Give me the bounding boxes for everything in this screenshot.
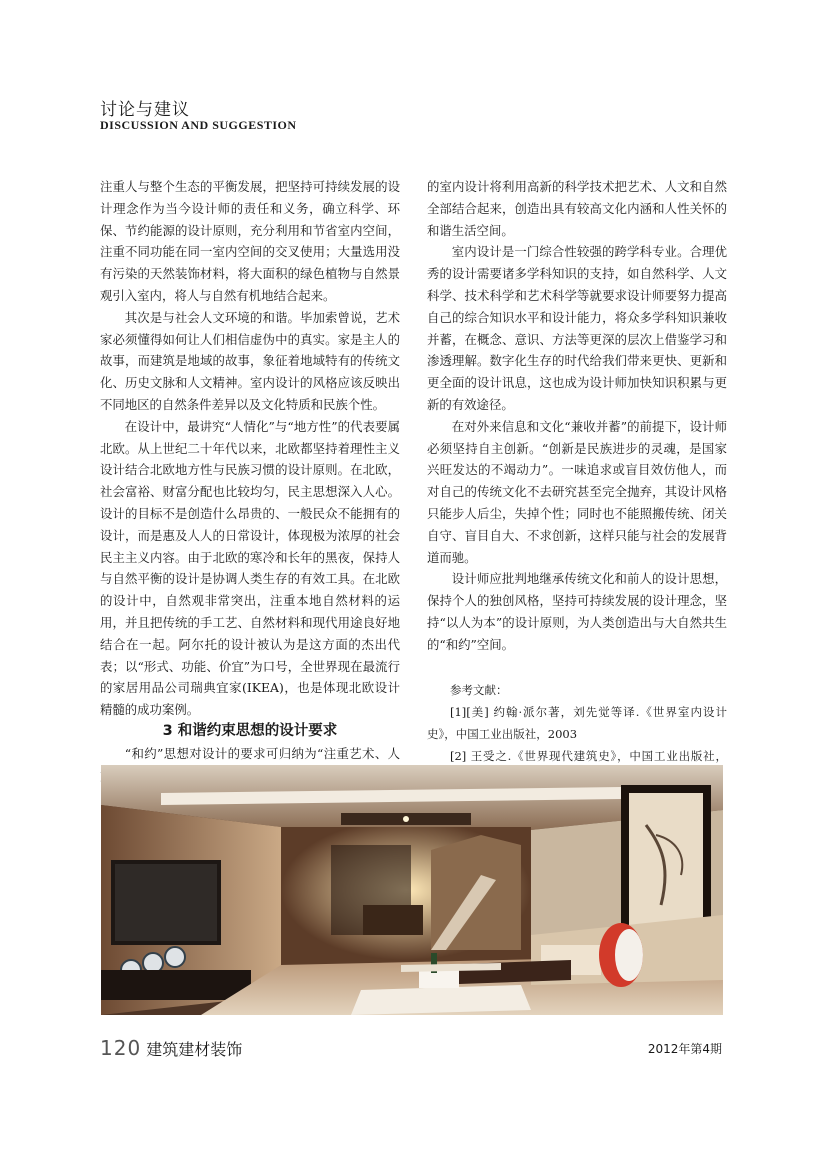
- section-title-en: DISCUSSION AND SUGGESTION: [100, 118, 297, 132]
- paragraph: 的室内设计将利用高新的科学技术把艺术、人文和自然全部结合起来，创造出具有较高文化内涵和人性关怀的和谐生活空间。: [427, 179, 727, 238]
- reference-item: [1][美] 约翰·派尔著，刘先觉等译.《世界室内设计史》，中国工业出版社，2003: [427, 705, 727, 742]
- page-footer: [100, 1036, 242, 1060]
- left-column: [100, 176, 400, 786]
- paragraph: 室内设计是一门综合性较强的跨学科专业。合理优秀的设计需要诸多学科知识的支持，如自然科学、人文科学、技术科学和艺术科学等就要求设计师要努力提高自己的综合知识水平和设计能力，将众多学科知识兼收并蓄，在概念、意识、方法等更深的层次上借鉴学习和渗透理解。数字化生存的时代给我们带来更快、更新和更全面的设计讯息，这也成为设计师加快知识积累与更新的有效途径。: [427, 244, 727, 412]
- section-heading: 3 和谐约束思想的设计要求: [162, 722, 338, 739]
- issue-label: 2012年第4期: [647, 1042, 722, 1056]
- right-column: [427, 176, 727, 811]
- paragraph: 其次是与社会人文环境的和谐。毕加索曾说，艺术家必须懂得如何让人们相信虚伪中的真实。家是主人的故事，而建筑是地域的故事，象征着地域特有的传统文化、历史文脉和人文精神。室内设计的风格应该反映出不同地区的自然条件差异以及文化特质和民族个性。: [100, 309, 400, 412]
- paragraph: 在对外来信息和文化“兼收并蓄”的前提下，设计师必须坚持自主创新。“创新是民族进步的灵魂，是国家兴旺发达的不竭动力”。一味追求或盲目效仿他人，而对自己的传统文化不去研究甚至完全抛弃，其设计风格只能步人后尘，失掉个性；同时也不能照搬传统、闭关自守、盲目自大、不求创新，这样只能与社会的发展背道而驰。: [427, 418, 727, 565]
- paragraph: 设计师应批判地继承传统文化和前人的设计思想，保持个人的独创风格，坚持可持续发展的设计理念，坚持“以人为本”的设计原则，为人类创造出与大自然共生的“和约”空间。: [427, 571, 727, 652]
- reference-item: [2] 王受之.《世界现代建筑史》，中国工业出版社，: [450, 749, 727, 764]
- paragraph: 在设计中，最讲究“人情化”与“地方性”的代表要属北欧。从上世纪二十年代以来，北欧都坚持着理性主义设计结合北欧地方性与民族习惯的设计原则。在北欧，社会富裕、财富分配也比较均匀，民主思想深入人心。设计的目标不是创造什么昂贵的、一般民众不能拥有的设计，而是惠及人人的日常设计，体现极为浓厚的社会民主主义内容。由于北欧的寒冷和长年的黑夜，保持人与自然平衡的设计是协调人类生存的有效工具。在北欧的设计中，自然观非常突出，注重本地自然材料的运用，并且把传统的手工艺、自然材料和现代用途良好地结合在一起。阿尔托的设计被认为是这方面的杰出代表；以“形式、功能、价宜”为口号，全世界现在最流行的家居用品公司瑞典宜家(IKEA)，也是体现北欧设计精髓的成功案例。: [100, 418, 400, 718]
- magazine-name: 建筑建材装饰: [146, 1040, 243, 1059]
- paragraph: 注重人与整个生态的平衡发展，把坚持可持续发展的设计理念作为当今设计师的责任和义务，确立科学、环保、节约能源的设计原则，充分利用和节省室内空间，注重不同功能在同一室内空间的交叉使用；大量选用没有污染的天然装饰材料，将大面积的绿色植物与自然景观引入室内，将人与自然有机地结合起来。: [100, 179, 400, 303]
- page-number: 120: [100, 1036, 142, 1060]
- interior-photo: [101, 765, 723, 1015]
- paragraph: “和约”思想对设计的要求可归纳为“注重艺术、人: [124, 745, 400, 761]
- references-title: 参考文献：: [450, 682, 508, 697]
- section-title-cn: 讨论与建议: [100, 100, 190, 120]
